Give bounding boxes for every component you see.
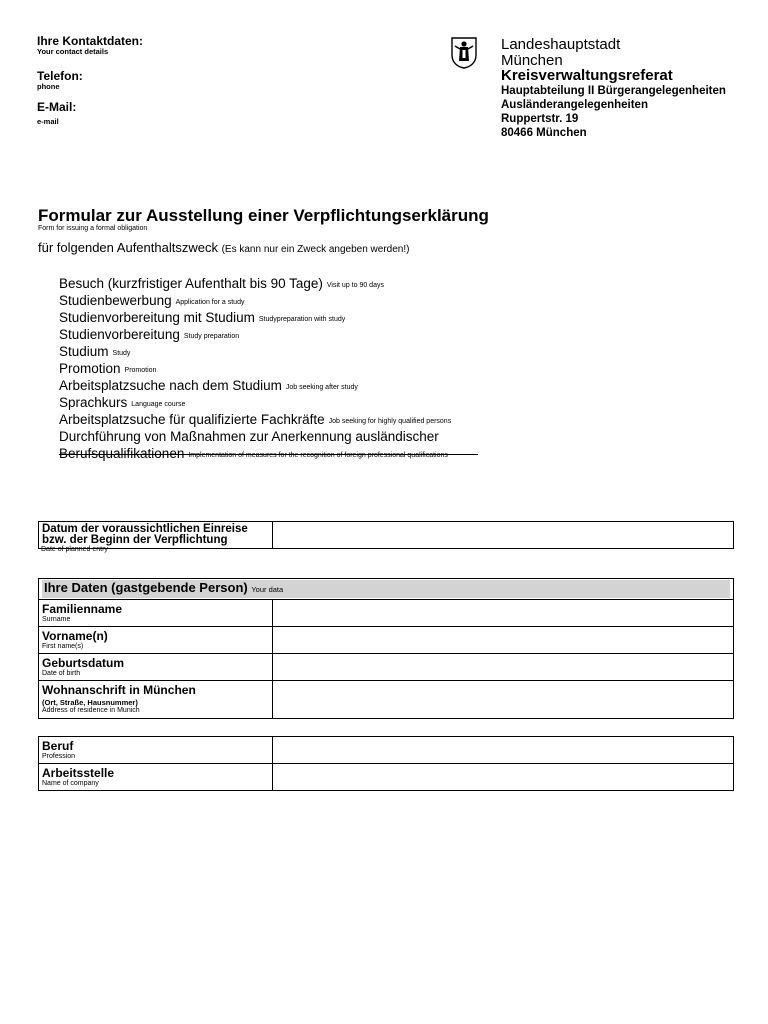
option-label: Durchführung von Maßnahmen zur Anerkennung ausländischer bbox=[59, 429, 439, 444]
table-row bbox=[39, 654, 734, 681]
entry-date-label bbox=[39, 522, 273, 549]
table-row bbox=[39, 627, 734, 654]
email-label: E-Mail: bbox=[37, 100, 77, 114]
option-promotion[interactable] bbox=[59, 361, 509, 378]
contact-details-label: Ihre Kontaktdaten: bbox=[37, 34, 144, 48]
field-label-en: Date of birth bbox=[42, 670, 81, 677]
your-data-table bbox=[38, 578, 734, 719]
field-label-en: Surname bbox=[42, 616, 71, 623]
birth-date-label bbox=[39, 654, 273, 681]
address-label bbox=[39, 681, 273, 719]
table-row bbox=[39, 764, 734, 791]
field-label: Familienname bbox=[42, 602, 123, 616]
munich-coat-of-arms-icon bbox=[451, 37, 477, 69]
your-data-header bbox=[39, 579, 734, 600]
first-name-field[interactable] bbox=[273, 627, 734, 654]
profession-label bbox=[39, 737, 273, 764]
option-study[interactable] bbox=[59, 344, 509, 361]
first-name-label bbox=[39, 627, 273, 654]
city-name-line2: München bbox=[501, 52, 563, 69]
address-line: 80466 München bbox=[501, 127, 587, 139]
field-label-en: First name(s) bbox=[42, 643, 84, 650]
entry-date-en: Date of planned entry bbox=[41, 546, 108, 553]
option-en: Job seeking after study bbox=[285, 384, 358, 391]
job-table bbox=[38, 736, 734, 791]
option-label: Studienvorbereitung bbox=[59, 327, 180, 342]
option-label: Studienbewerbung bbox=[59, 293, 172, 308]
option-label: Studium bbox=[59, 344, 109, 359]
option-en: Visit up to 90 days bbox=[326, 282, 384, 289]
field-hint: (Ort, Straße, Hausnummer) bbox=[42, 698, 138, 707]
option-study-prep[interactable] bbox=[59, 327, 509, 344]
option-en: Studypreparation with study bbox=[258, 316, 346, 323]
company-field[interactable] bbox=[273, 764, 734, 791]
field-label-en: Name of company bbox=[42, 780, 99, 787]
purpose-text: für folgenden Aufenthaltszweck bbox=[38, 240, 218, 255]
option-en: Study preparation bbox=[183, 333, 240, 340]
other-purpose-line[interactable] bbox=[59, 454, 478, 455]
option-label: Promotion bbox=[59, 361, 121, 376]
surname-field[interactable] bbox=[273, 600, 734, 627]
option-en: Job seeking for highly qualified persons bbox=[328, 418, 452, 425]
option-label: Besuch (kurzfristiger Aufenthalt bis 90 Tage) bbox=[59, 276, 323, 291]
option-recognition-line1[interactable] bbox=[59, 429, 509, 446]
option-en: Implementation of measures for the recognition of foreign professional qualifications bbox=[188, 452, 448, 459]
option-study-prep-with-study[interactable] bbox=[59, 310, 509, 327]
address-line: Hauptabteilung II Bürgerangelegenheiten bbox=[501, 85, 726, 97]
option-label: Arbeitsplatzsuche für qualifizierte Fachkräfte bbox=[59, 412, 325, 427]
section-title-en: Your data bbox=[251, 585, 284, 594]
address-line: Ausländerangelegenheiten bbox=[501, 99, 648, 111]
option-label: Sprachkurs bbox=[59, 395, 128, 410]
email-en: e-mail bbox=[37, 117, 59, 126]
profession-field[interactable] bbox=[273, 737, 734, 764]
entry-label-line1: Datum der voraussichtlichen Einreise bbox=[42, 523, 248, 535]
option-en: Application for a study bbox=[175, 299, 245, 306]
table-row bbox=[39, 681, 734, 719]
field-label-en: Profession bbox=[42, 753, 76, 760]
form-subtitle: Form for issuing a formal obligation bbox=[38, 225, 148, 232]
table-header-row bbox=[39, 579, 734, 600]
department-name: Kreisverwaltungsreferat bbox=[501, 67, 673, 84]
company-label bbox=[39, 764, 273, 791]
table-row bbox=[39, 737, 734, 764]
purpose-options bbox=[59, 276, 509, 463]
option-en: Language course bbox=[131, 401, 186, 408]
address-line: Ruppertstr. 19 bbox=[501, 113, 579, 125]
birth-date-field[interactable] bbox=[273, 654, 734, 681]
field-label: Wohnanschrift in München bbox=[42, 683, 196, 697]
entry-label-line2: bzw. der Beginn der Verpflichtung bbox=[42, 534, 228, 546]
option-en: Study bbox=[112, 350, 131, 357]
table-row bbox=[39, 600, 734, 627]
address-field[interactable] bbox=[273, 681, 734, 719]
purpose-label bbox=[38, 240, 409, 258]
section-title: Ihre Daten (gastgebende Person) bbox=[44, 580, 248, 595]
table-row bbox=[39, 522, 734, 549]
field-label: Vorname(n) bbox=[42, 629, 108, 643]
option-job-seeking-after-study[interactable] bbox=[59, 378, 509, 395]
city-name-line1: Landeshauptstadt bbox=[501, 36, 621, 53]
option-label: Berufsqualifikationen bbox=[59, 446, 185, 461]
entry-date-table bbox=[38, 521, 734, 549]
phone-en: phone bbox=[37, 82, 60, 91]
purpose-note: (Es kann nur ein Zweck angeben werden!) bbox=[221, 244, 410, 255]
option-label: Arbeitsplatzsuche nach dem Studium bbox=[59, 378, 282, 393]
option-study-application[interactable] bbox=[59, 293, 509, 310]
entry-date-field[interactable] bbox=[273, 522, 734, 549]
option-job-seeking-qualified[interactable] bbox=[59, 412, 509, 429]
form-title: Formular zur Ausstellung einer Verpflichtungserklärung bbox=[38, 206, 489, 225]
option-en: Promotion bbox=[124, 367, 157, 374]
field-label: Beruf bbox=[42, 739, 74, 753]
option-language-course[interactable] bbox=[59, 395, 509, 412]
section-header bbox=[42, 580, 730, 598]
field-label-en: Address of residence in Munich bbox=[42, 707, 140, 714]
phone-label: Telefon: bbox=[37, 69, 83, 83]
surname-label bbox=[39, 600, 273, 627]
option-label: Studienvorbereitung mit Studium bbox=[59, 310, 255, 325]
office-address bbox=[501, 84, 726, 140]
field-label: Arbeitsstelle bbox=[42, 766, 115, 780]
option-visit[interactable] bbox=[59, 276, 509, 293]
contact-details-en: Your contact details bbox=[37, 47, 109, 56]
field-label: Geburtsdatum bbox=[42, 656, 125, 670]
